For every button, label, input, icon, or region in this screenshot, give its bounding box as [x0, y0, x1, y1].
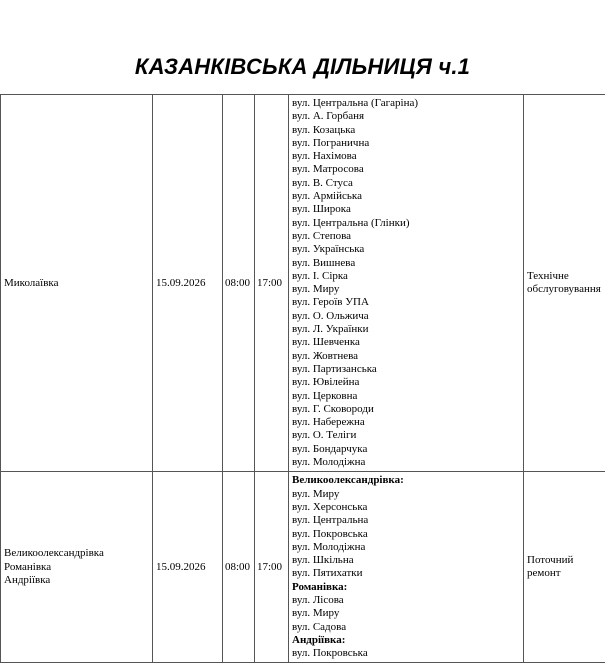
village-subheading: Андріївка: — [292, 633, 346, 646]
schedule-body — [1, 95, 605, 663]
street-item: вул. Погранична — [292, 136, 370, 149]
street-item: вул. Українська — [292, 243, 365, 256]
street-item: вул. Покровська — [292, 647, 368, 660]
date-cell: 15.09.2026 — [153, 95, 223, 472]
village-subheading: Романівка: — [292, 580, 348, 593]
work-type-line: ремонт — [527, 567, 561, 580]
locality-cell — [1, 95, 153, 472]
street-item: вул. Бондарчука — [292, 442, 368, 455]
locality-cell — [1, 472, 153, 663]
street-item: вул. Церковна — [292, 389, 358, 402]
street-item: вул. Центральна (Глінки) — [292, 216, 410, 229]
street-item: вул. Лісова — [292, 593, 344, 606]
street-item: вул. Степова — [292, 229, 352, 242]
street-item: вул. В. Стуса — [292, 176, 353, 189]
street-item: вул. А. Горбаня — [292, 110, 365, 123]
locality-name: Романівка — [4, 560, 52, 573]
street-item: вул. Центральна — [292, 514, 369, 527]
street-item: вул. Покровська — [292, 527, 368, 540]
start-time-cell: 08:00 — [223, 472, 255, 663]
street-item: вул. І. Сірка — [292, 269, 348, 282]
street-item: вул. Шкільна — [292, 554, 354, 567]
table-row — [1, 95, 605, 472]
street-item: вул. Армійська — [292, 190, 362, 203]
village-subheading: Великоолександрівка: — [292, 474, 404, 487]
end-time-cell: 17:00 — [255, 95, 289, 472]
street-item: вул. Широка — [292, 203, 351, 216]
street-item: вул. О. Теліги — [292, 429, 357, 442]
street-item: вул. Миру — [292, 607, 340, 620]
street-item: вул. Л. Українки — [292, 323, 369, 336]
locality-name: Андріївка — [4, 574, 51, 587]
street-item: вул. Героїв УПА — [292, 296, 369, 309]
work-type-line: Поточний — [527, 554, 574, 567]
end-time-cell: 17:00 — [255, 472, 289, 663]
street-item: вул. Молодіжна — [292, 540, 366, 553]
locality-name: Миколаївка — [4, 276, 59, 289]
street-item: вул. Вишнева — [292, 256, 356, 269]
work-type-cell — [524, 472, 605, 663]
date-cell: 15.09.2026 — [153, 472, 223, 663]
work-type-line: Технічне — [527, 269, 569, 282]
work-type-line: обслуговування — [527, 283, 601, 296]
street-item: вул. Нахімова — [292, 150, 357, 163]
outage-schedule-table — [0, 94, 605, 663]
street-item: вул. Набережна — [292, 416, 365, 429]
street-item: вул. Садова — [292, 620, 347, 633]
street-item: вул. О. Ольжича — [292, 309, 369, 322]
streets-cell — [289, 472, 524, 663]
page-title: КАЗАНКІВСЬКА ДІЛЬНИЦЯ ч.1 — [134, 54, 471, 79]
streets-cell — [289, 95, 524, 472]
street-item: вул. Г. Сковороди — [292, 402, 374, 415]
street-item: вул. Миру — [292, 283, 340, 296]
start-time-cell: 08:00 — [223, 95, 255, 472]
table-row — [1, 472, 605, 663]
street-item: вул. Козацька — [292, 123, 356, 136]
street-item: вул. Матросова — [292, 163, 364, 176]
street-item: вул. Шевченка — [292, 336, 360, 349]
locality-name: Великоолександрівка — [4, 547, 104, 560]
street-item: вул. Херсонська — [292, 500, 368, 513]
street-item: вул. Центральна (Гагаріна) — [292, 97, 418, 109]
street-item: вул. Партизанська — [292, 362, 377, 375]
street-item: вул. Молодіжна — [292, 456, 366, 469]
street-item: вул. Ювілейна — [292, 376, 360, 389]
street-item: вул. Миру — [292, 487, 340, 500]
street-item: вул. Пятихатки — [292, 567, 363, 580]
street-item: вул. Жовтнева — [292, 349, 359, 362]
work-type-cell — [524, 95, 605, 472]
